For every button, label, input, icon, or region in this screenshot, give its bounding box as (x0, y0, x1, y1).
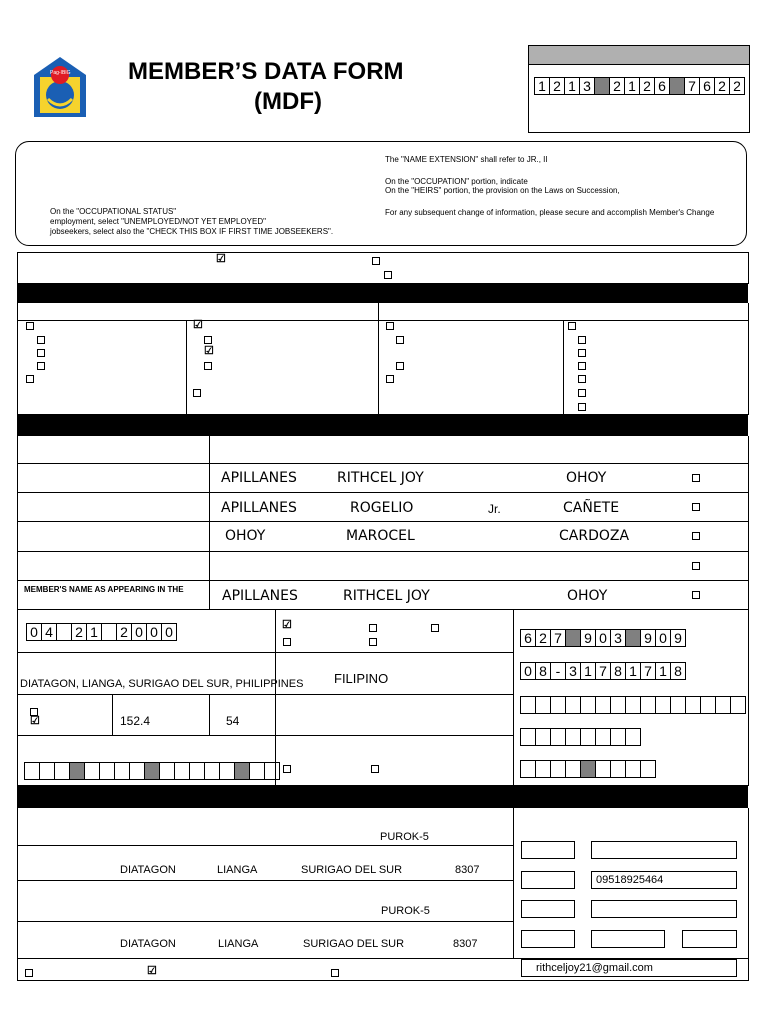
logo-text: Pag-IBIG (50, 70, 71, 76)
digit-box[interactable]: 9 (641, 629, 656, 647)
digit-box[interactable] (520, 696, 536, 714)
digit-box[interactable] (235, 762, 250, 780)
present-barangay[interactable]: DIATAGON (120, 864, 176, 876)
digit-box[interactable] (596, 696, 611, 714)
digit-box[interactable] (190, 762, 205, 780)
digit-box[interactable]: 2 (550, 77, 565, 95)
father-name-ext[interactable]: Jr. (488, 502, 501, 516)
digit-box[interactable]: 2 (715, 77, 730, 95)
digit-box[interactable] (671, 696, 686, 714)
digit-box[interactable] (611, 760, 626, 778)
digit-box[interactable] (160, 762, 175, 780)
digit-box[interactable] (551, 696, 566, 714)
digit-box[interactable]: 3 (580, 77, 595, 95)
digit-box[interactable] (536, 760, 551, 778)
occ-checkbox-checked[interactable]: ☑ (204, 345, 214, 357)
fax-field[interactable] (591, 930, 665, 948)
father-middle-name[interactable]: CAÑETE (563, 500, 620, 516)
digit-box[interactable] (40, 762, 55, 780)
tin-number[interactable] (520, 629, 686, 647)
mailing-checkbox-checked[interactable]: ☑ (147, 965, 157, 977)
digit-box[interactable]: 9 (671, 629, 686, 647)
digit-box[interactable]: 0 (147, 623, 162, 641)
digit-box[interactable] (145, 762, 160, 780)
appearing-last-name[interactable]: APILLANES (222, 588, 298, 604)
digit-box[interactable] (641, 696, 656, 714)
mother-last-name[interactable]: OHOY (225, 528, 266, 544)
fax-local[interactable] (682, 930, 737, 948)
membership-checkbox[interactable] (372, 257, 380, 265)
digit-box[interactable] (205, 762, 220, 780)
birthplace[interactable]: DIATAGON, LIANGA, SURIGAO DEL SUR, PHILIPPINES (20, 678, 304, 690)
occ-checkbox[interactable] (578, 375, 586, 383)
digit-box[interactable] (641, 760, 656, 778)
digit-box[interactable]: 1 (87, 623, 102, 641)
digit-box[interactable]: 7 (641, 662, 656, 680)
digit-box[interactable] (566, 696, 581, 714)
email-address: rithceljoy21@gmail.com (536, 962, 653, 974)
father-no-middle-checkbox[interactable] (692, 503, 700, 511)
member-no-middle-checkbox[interactable] (692, 474, 700, 482)
other-id-3[interactable] (520, 760, 656, 778)
id-number-boxes[interactable] (24, 762, 280, 780)
digit-box[interactable] (55, 762, 70, 780)
digit-box[interactable]: 1 (581, 662, 596, 680)
occ-checkbox[interactable] (386, 375, 394, 383)
digit-box[interactable]: 1 (565, 77, 580, 95)
digit-box[interactable]: 7 (596, 662, 611, 680)
occ-checkbox[interactable] (386, 322, 394, 330)
digit-box[interactable]: 8 (671, 662, 686, 680)
civil-status-checkbox[interactable] (431, 624, 439, 632)
digit-box[interactable] (581, 760, 596, 778)
occ-checkbox[interactable] (37, 362, 45, 370)
occ-checkbox[interactable] (37, 349, 45, 357)
digit-box[interactable] (566, 760, 581, 778)
mother-no-middle-checkbox[interactable] (692, 532, 700, 540)
occ-checkbox[interactable] (204, 336, 212, 344)
occ-checkbox[interactable] (578, 336, 586, 344)
digit-box[interactable] (611, 696, 626, 714)
membership-row (17, 252, 749, 284)
digit-box[interactable] (70, 762, 85, 780)
instruction-right-2: On the "OCCUPATION" portion, indicate (385, 177, 528, 186)
digit-box[interactable] (520, 728, 536, 746)
digit-box[interactable] (670, 77, 685, 95)
instruction-right-4: For any subsequent change of information, please secure and accomplish Member's Change (385, 208, 715, 217)
present-province[interactable]: SURIGAO DEL SUR (301, 864, 403, 876)
sex-checkbox-checked[interactable]: ☑ (282, 619, 292, 631)
other-id-1[interactable] (520, 696, 746, 714)
instruction-left-2: employment, select "UNEMPLOYED/NOT YET EMPLOYED" (50, 217, 266, 226)
digit-box[interactable]: 1 (626, 662, 641, 680)
digit-box[interactable]: 0 (520, 662, 536, 680)
digit-box[interactable] (536, 696, 551, 714)
digit-box[interactable]: 0 (26, 623, 42, 641)
digit-box[interactable]: 1 (534, 77, 550, 95)
sex-checkbox[interactable] (283, 638, 291, 646)
instruction-right-3: On the "HEIRS" portion, the provision on the Laws on Succession, (385, 186, 620, 195)
digit-box[interactable]: 0 (596, 629, 611, 647)
digit-box[interactable] (686, 696, 701, 714)
digit-box[interactable]: 8 (536, 662, 551, 680)
digit-box[interactable]: 0 (162, 623, 177, 641)
fax-area[interactable] (521, 930, 575, 948)
digit-box[interactable] (595, 77, 610, 95)
digit-box[interactable] (130, 762, 145, 780)
digit-box[interactable] (85, 762, 100, 780)
digit-box[interactable]: 7 (551, 629, 566, 647)
mobile-number: 09518925464 (596, 874, 664, 886)
digit-box[interactable] (566, 629, 581, 647)
digit-box[interactable]: 7 (685, 77, 700, 95)
appearing-no-middle-checkbox[interactable] (692, 591, 700, 599)
pagibig-logo (32, 55, 88, 119)
mid-number (534, 77, 745, 95)
appearing-name-label: MEMBER'S NAME AS APPEARING IN THE (24, 585, 184, 594)
occ-checkbox[interactable] (26, 322, 34, 330)
instruction-left-3: jobseekers, select also the "CHECK THIS BOX IF FIRST TIME JOBSEEKERS". (50, 227, 334, 236)
instruction-left-1: On the "OCCUPATIONAL STATUS" (50, 207, 177, 216)
permanent-zip[interactable]: 8307 (453, 938, 478, 950)
sss-number[interactable] (520, 662, 686, 680)
weight-value[interactable]: 54 (226, 714, 240, 728)
present-city[interactable]: LIANGA (217, 864, 258, 876)
digit-box[interactable] (656, 696, 671, 714)
digit-box[interactable] (102, 623, 117, 641)
permanent-street[interactable]: PUROK-5 (381, 905, 430, 917)
appearing-first-name[interactable]: RITHCEL JOY (343, 588, 430, 604)
mobile-field[interactable] (591, 871, 737, 889)
digit-box[interactable] (581, 696, 596, 714)
other-id-2[interactable] (520, 728, 641, 746)
digit-box[interactable] (626, 760, 641, 778)
home-tel-field[interactable] (591, 841, 737, 859)
occ-checkbox[interactable] (396, 336, 404, 344)
digit-box[interactable]: 6 (655, 77, 670, 95)
membership-checkbox-checked[interactable]: ☑ (216, 253, 226, 265)
digit-box[interactable]: 2 (640, 77, 655, 95)
page-title: MEMBER’S DATA FORM (128, 58, 404, 85)
member-middle-name[interactable]: OHOY (566, 470, 607, 486)
present-street[interactable]: PUROK-5 (380, 831, 429, 843)
mother-middle-name[interactable]: CARDOZA (559, 528, 630, 544)
digit-box[interactable] (24, 762, 40, 780)
section-bar-1 (17, 283, 748, 303)
height-unit-checkbox-checked[interactable]: ☑ (30, 715, 40, 727)
digit-box[interactable] (566, 728, 581, 746)
mailing-checkbox[interactable] (331, 969, 339, 977)
height-value[interactable]: 152.4 (120, 714, 151, 728)
digit-box[interactable]: 4 (42, 623, 57, 641)
present-zip[interactable]: 8307 (455, 864, 480, 876)
digit-box[interactable] (626, 728, 641, 746)
digit-box[interactable] (551, 728, 566, 746)
digit-box[interactable]: 0 (656, 629, 671, 647)
mother-first-name[interactable]: MAROCEL (346, 528, 415, 544)
digit-box[interactable] (611, 728, 626, 746)
permanent-province[interactable]: SURIGAO DEL SUR (303, 938, 405, 950)
digit-box[interactable] (626, 696, 641, 714)
digit-box[interactable] (731, 696, 746, 714)
birthdate[interactable] (26, 623, 177, 641)
permanent-city[interactable]: LIANGA (218, 938, 259, 950)
permanent-barangay[interactable]: DIATAGON (120, 938, 176, 950)
spouse-no-middle-checkbox[interactable] (692, 562, 700, 570)
digit-box[interactable]: 0 (132, 623, 147, 641)
digit-box[interactable] (250, 762, 265, 780)
member-first-name[interactable]: RITHCEL JOY (337, 470, 424, 486)
occ-checkbox[interactable] (193, 389, 201, 397)
home-tel-area[interactable] (521, 841, 575, 859)
mobile-prefix[interactable] (521, 871, 575, 889)
digit-box[interactable] (220, 762, 235, 780)
occ-checkbox[interactable] (26, 375, 34, 383)
business-tel-area[interactable] (521, 900, 575, 918)
digit-box[interactable] (701, 696, 716, 714)
digit-box[interactable] (551, 760, 566, 778)
citizenship[interactable]: FILIPINO (334, 671, 389, 686)
occ-checkbox[interactable] (578, 349, 586, 357)
occ-checkbox[interactable] (204, 362, 212, 370)
civil-status-checkbox[interactable] (369, 638, 377, 646)
digit-box[interactable]: 1 (656, 662, 671, 680)
occ-checkbox[interactable] (37, 336, 45, 344)
digit-box[interactable] (581, 728, 596, 746)
occ-checkbox[interactable] (578, 362, 586, 370)
occ-checkbox[interactable] (396, 362, 404, 370)
digit-box[interactable]: 1 (625, 77, 640, 95)
option-checkbox[interactable] (283, 765, 291, 773)
digit-box[interactable]: 2 (730, 77, 745, 95)
digit-box[interactable]: 6 (520, 629, 536, 647)
digit-box[interactable]: 3 (566, 662, 581, 680)
digit-box[interactable]: 9 (581, 629, 596, 647)
digit-box[interactable] (536, 728, 551, 746)
digit-box[interactable] (100, 762, 115, 780)
father-last-name[interactable]: APILLANES (221, 500, 297, 516)
page-subtitle: (MDF) (254, 88, 322, 115)
occ-checkbox[interactable] (568, 322, 576, 330)
digit-box[interactable]: 2 (117, 623, 132, 641)
digit-box[interactable] (596, 760, 611, 778)
digit-box[interactable]: 2 (536, 629, 551, 647)
father-first-name[interactable]: ROGELIO (350, 500, 414, 516)
digit-box[interactable]: 8 (611, 662, 626, 680)
digit-box[interactable]: - (551, 662, 566, 680)
civil-status-checkbox[interactable] (369, 624, 377, 632)
digit-box[interactable] (175, 762, 190, 780)
digit-box[interactable]: 6 (700, 77, 715, 95)
section-bar-3 (17, 786, 748, 808)
business-tel-field[interactable] (591, 900, 737, 918)
occ-checkbox[interactable] (578, 389, 586, 397)
email-field[interactable] (521, 959, 737, 977)
digit-box[interactable]: 2 (610, 77, 625, 95)
digit-box[interactable] (520, 760, 536, 778)
occ-checkbox[interactable] (578, 403, 586, 411)
section-bar-2 (17, 414, 748, 436)
digit-box[interactable] (626, 629, 641, 647)
option-checkbox[interactable] (371, 765, 379, 773)
jobseeker-checkbox[interactable] (384, 271, 392, 279)
occ-checkbox-checked[interactable]: ☑ (193, 319, 203, 331)
digit-box[interactable] (716, 696, 731, 714)
digit-box[interactable]: 3 (611, 629, 626, 647)
appearing-middle-name[interactable]: OHOY (567, 588, 608, 604)
mailing-checkbox[interactable] (25, 969, 33, 977)
digit-box[interactable] (115, 762, 130, 780)
instruction-right-1: The "NAME EXTENSION" shall refer to JR., II (385, 155, 548, 164)
digit-box[interactable]: 2 (72, 623, 87, 641)
digit-box[interactable] (265, 762, 280, 780)
member-last-name[interactable]: APILLANES (221, 470, 297, 486)
digit-box[interactable] (57, 623, 72, 641)
digit-box[interactable] (596, 728, 611, 746)
